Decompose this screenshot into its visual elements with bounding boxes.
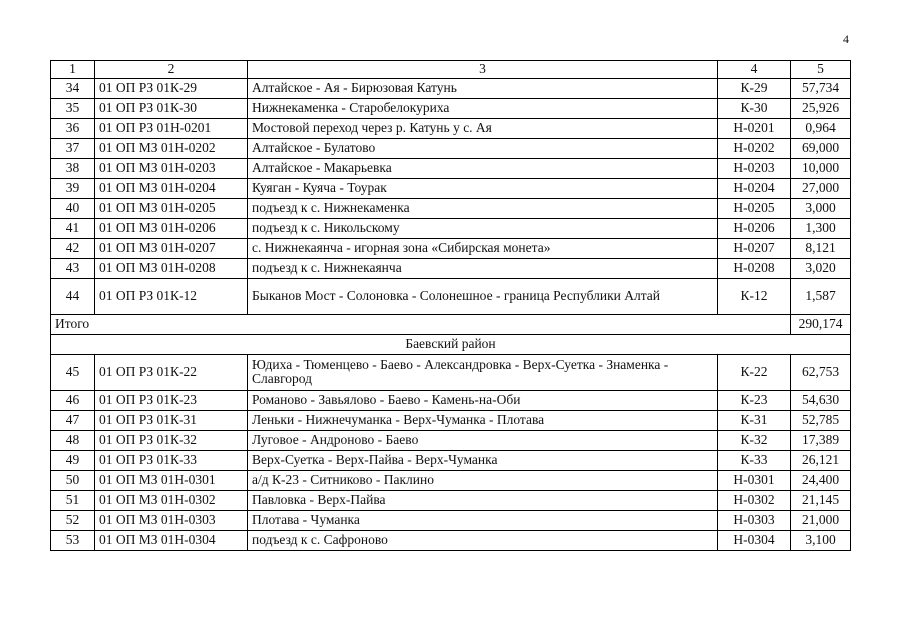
table-row bbox=[51, 98, 851, 118]
row-number: 39 bbox=[51, 178, 95, 198]
road-length: 27,000 bbox=[791, 178, 851, 198]
row-number: 48 bbox=[51, 430, 95, 450]
road-name: Леньки - Нижнечуманка - Верх-Чуманка - Плотава bbox=[248, 410, 718, 430]
road-name: подъезд к с. Сафроново bbox=[248, 530, 718, 550]
road-index: 01 ОП РЗ 01К-12 bbox=[95, 278, 248, 314]
table-row bbox=[51, 510, 851, 530]
road-code: К-33 bbox=[718, 450, 791, 470]
road-index: 01 ОП МЗ 01Н-0304 bbox=[95, 530, 248, 550]
road-length: 3,020 bbox=[791, 258, 851, 278]
road-code: К-31 bbox=[718, 410, 791, 430]
column-header: 3 bbox=[248, 61, 718, 79]
section-row bbox=[51, 334, 851, 354]
table-row bbox=[51, 470, 851, 490]
road-code: Н-0201 bbox=[718, 118, 791, 138]
table-row bbox=[51, 158, 851, 178]
road-name: Романово - Завьялово - Баево - Камень-на-Оби bbox=[248, 390, 718, 410]
road-name: подъезд к с. Никольскому bbox=[248, 218, 718, 238]
row-number: 44 bbox=[51, 278, 95, 314]
row-number: 43 bbox=[51, 258, 95, 278]
road-length: 54,630 bbox=[791, 390, 851, 410]
road-code: Н-0301 bbox=[718, 470, 791, 490]
road-length: 17,389 bbox=[791, 430, 851, 450]
road-index: 01 ОП РЗ 01К-32 bbox=[95, 430, 248, 450]
row-number: 47 bbox=[51, 410, 95, 430]
road-name: Юдиха - Тюменцево - Баево - Александровка - Верх-Суетка - Знаменка - Славгород bbox=[248, 354, 718, 390]
row-number: 34 bbox=[51, 78, 95, 98]
table-row bbox=[51, 238, 851, 258]
row-number: 41 bbox=[51, 218, 95, 238]
row-number: 50 bbox=[51, 470, 95, 490]
table-row bbox=[51, 410, 851, 430]
total-value: 290,174 bbox=[791, 314, 851, 334]
road-length: 57,734 bbox=[791, 78, 851, 98]
road-name: Нижнекаменка - Старобелокуриха bbox=[248, 98, 718, 118]
road-index: 01 ОП РЗ 01К-23 bbox=[95, 390, 248, 410]
road-code: К-12 bbox=[718, 278, 791, 314]
group1-rows bbox=[51, 78, 851, 314]
road-length: 10,000 bbox=[791, 158, 851, 178]
row-number: 36 bbox=[51, 118, 95, 138]
road-code: К-32 bbox=[718, 430, 791, 450]
road-length: 3,100 bbox=[791, 530, 851, 550]
total-section bbox=[51, 314, 851, 354]
total-label: Итого bbox=[51, 314, 791, 334]
road-length: 8,121 bbox=[791, 238, 851, 258]
road-code: Н-0302 bbox=[718, 490, 791, 510]
road-name: Плотава - Чуманка bbox=[248, 510, 718, 530]
road-code: К-30 bbox=[718, 98, 791, 118]
table-row bbox=[51, 78, 851, 98]
road-index: 01 ОП МЗ 01Н-0302 bbox=[95, 490, 248, 510]
row-number: 49 bbox=[51, 450, 95, 470]
road-code: Н-0208 bbox=[718, 258, 791, 278]
road-length: 25,926 bbox=[791, 98, 851, 118]
table-row bbox=[51, 278, 851, 314]
row-number: 46 bbox=[51, 390, 95, 410]
roads-table bbox=[50, 60, 851, 551]
road-length: 24,400 bbox=[791, 470, 851, 490]
road-name: а/д К-23 - Ситниково - Паклино bbox=[248, 470, 718, 490]
road-index: 01 ОП РЗ 01Н-0201 bbox=[95, 118, 248, 138]
table-row bbox=[51, 258, 851, 278]
road-name: Алтайское - Булатово bbox=[248, 138, 718, 158]
table-row bbox=[51, 118, 851, 138]
road-index: 01 ОП РЗ 01К-31 bbox=[95, 410, 248, 430]
road-code: Н-0203 bbox=[718, 158, 791, 178]
total-row bbox=[51, 314, 851, 334]
table-row bbox=[51, 138, 851, 158]
road-length: 1,587 bbox=[791, 278, 851, 314]
road-code: К-29 bbox=[718, 78, 791, 98]
road-code: Н-0205 bbox=[718, 198, 791, 218]
road-index: 01 ОП МЗ 01Н-0202 bbox=[95, 138, 248, 158]
road-code: Н-0202 bbox=[718, 138, 791, 158]
row-number: 53 bbox=[51, 530, 95, 550]
table-row bbox=[51, 198, 851, 218]
table-row bbox=[51, 530, 851, 550]
road-length: 52,785 bbox=[791, 410, 851, 430]
road-length: 69,000 bbox=[791, 138, 851, 158]
column-header: 2 bbox=[95, 61, 248, 79]
road-name: с. Нижнекаянча - игорная зона «Сибирская монета» bbox=[248, 238, 718, 258]
road-code: Н-0204 bbox=[718, 178, 791, 198]
group2-rows bbox=[51, 354, 851, 550]
road-code: Н-0304 bbox=[718, 530, 791, 550]
road-name: Быканов Мост - Солоновка - Солонешное - граница Республики Алтай bbox=[248, 278, 718, 314]
section-title: Баевский район bbox=[51, 334, 851, 354]
road-name: Павловка - Верх-Пайва bbox=[248, 490, 718, 510]
road-length: 21,000 bbox=[791, 510, 851, 530]
road-length: 62,753 bbox=[791, 354, 851, 390]
road-code: К-23 bbox=[718, 390, 791, 410]
road-name: подъезд к с. Нижнекаменка bbox=[248, 198, 718, 218]
road-index: 01 ОП МЗ 01Н-0204 bbox=[95, 178, 248, 198]
road-code: Н-0206 bbox=[718, 218, 791, 238]
table-row bbox=[51, 390, 851, 410]
column-header: 1 bbox=[51, 61, 95, 79]
row-number: 40 bbox=[51, 198, 95, 218]
table-row bbox=[51, 430, 851, 450]
road-index: 01 ОП МЗ 01Н-0207 bbox=[95, 238, 248, 258]
road-length: 21,145 bbox=[791, 490, 851, 510]
row-number: 42 bbox=[51, 238, 95, 258]
road-name: Алтайское - Ая - Бирюзовая Катунь bbox=[248, 78, 718, 98]
table-row bbox=[51, 450, 851, 470]
column-header: 4 bbox=[718, 61, 791, 79]
row-number: 38 bbox=[51, 158, 95, 178]
road-index: 01 ОП МЗ 01Н-0203 bbox=[95, 158, 248, 178]
road-index: 01 ОП МЗ 01Н-0206 bbox=[95, 218, 248, 238]
road-code: К-22 bbox=[718, 354, 791, 390]
road-name: Мостовой переход через р. Катунь у с. Ая bbox=[248, 118, 718, 138]
road-name: Куяган - Куяча - Тоурак bbox=[248, 178, 718, 198]
road-index: 01 ОП МЗ 01Н-0303 bbox=[95, 510, 248, 530]
row-number: 51 bbox=[51, 490, 95, 510]
road-name: Алтайское - Макарьевка bbox=[248, 158, 718, 178]
road-code: Н-0303 bbox=[718, 510, 791, 530]
column-header: 5 bbox=[791, 61, 851, 79]
road-name: Луговое - Андроново - Баево bbox=[248, 430, 718, 450]
table-header bbox=[51, 61, 851, 79]
road-code: Н-0207 bbox=[718, 238, 791, 258]
road-index: 01 ОП РЗ 01К-29 bbox=[95, 78, 248, 98]
road-length: 0,964 bbox=[791, 118, 851, 138]
road-length: 26,121 bbox=[791, 450, 851, 470]
table-row bbox=[51, 178, 851, 198]
table-row bbox=[51, 218, 851, 238]
road-index: 01 ОП РЗ 01К-30 bbox=[95, 98, 248, 118]
row-number: 52 bbox=[51, 510, 95, 530]
row-number: 35 bbox=[51, 98, 95, 118]
road-length: 1,300 bbox=[791, 218, 851, 238]
road-index: 01 ОП РЗ 01К-33 bbox=[95, 450, 248, 470]
road-index: 01 ОП МЗ 01Н-0208 bbox=[95, 258, 248, 278]
road-index: 01 ОП МЗ 01Н-0301 bbox=[95, 470, 248, 490]
road-name: подъезд к с. Нижнекаянча bbox=[248, 258, 718, 278]
page-number: 4 bbox=[843, 32, 849, 46]
table-row bbox=[51, 490, 851, 510]
road-index: 01 ОП РЗ 01К-22 bbox=[95, 354, 248, 390]
road-length: 3,000 bbox=[791, 198, 851, 218]
row-number: 37 bbox=[51, 138, 95, 158]
road-name: Верх-Суетка - Верх-Пайва - Верх-Чуманка bbox=[248, 450, 718, 470]
table-row bbox=[51, 354, 851, 390]
road-index: 01 ОП МЗ 01Н-0205 bbox=[95, 198, 248, 218]
row-number: 45 bbox=[51, 354, 95, 390]
